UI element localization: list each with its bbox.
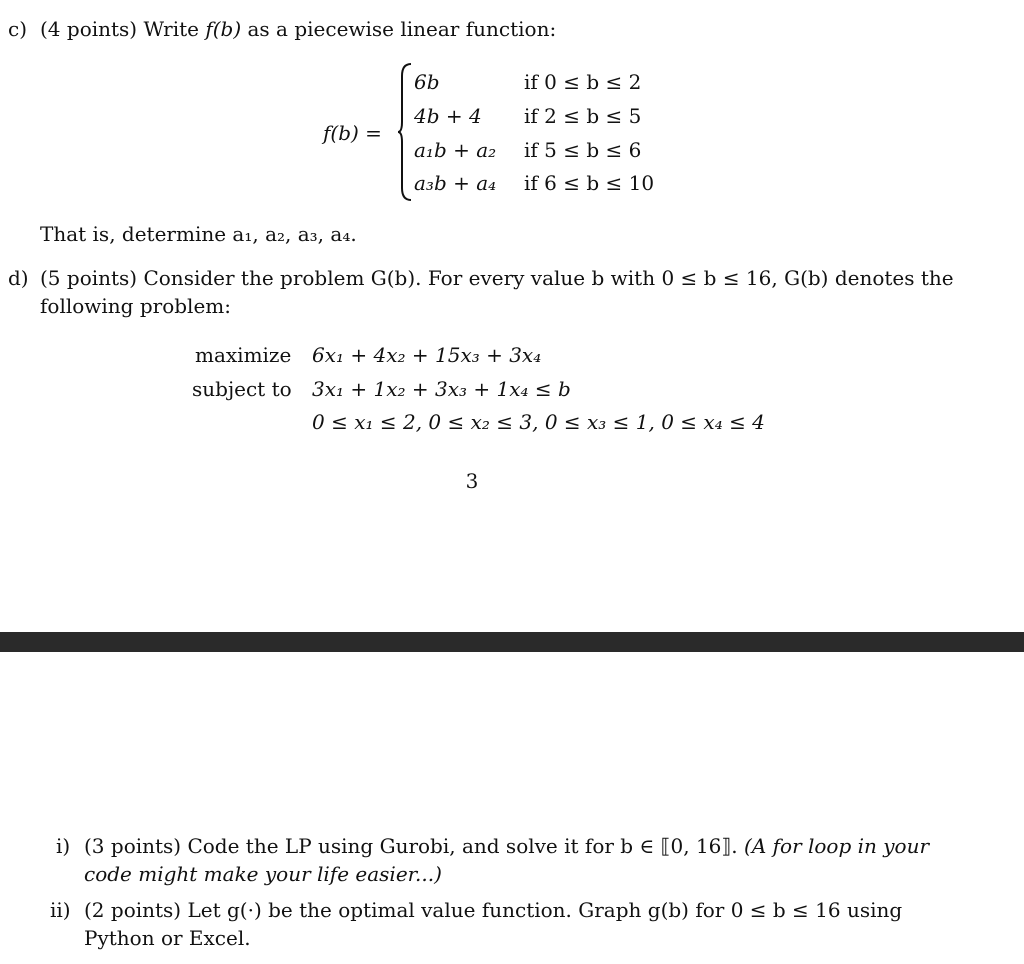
lp-maximize-label: maximize (195, 343, 292, 367)
part-c-write-text: Write (143, 17, 199, 41)
lp-constraint: 3x₁ + 1x₂ + 3x₃ + 1x₄ ≤ b (312, 377, 571, 401)
part-ii-line2: Python or Excel. (84, 926, 251, 950)
part-i-line2: code might make your life easier...) (84, 862, 442, 886)
part-d-line2: following problem: (40, 294, 231, 318)
case-expr: a₃b + a₄ (414, 171, 497, 195)
part-c-label: c) (8, 17, 28, 41)
lp-subject-label: subject to (192, 377, 292, 401)
determine-text: That is, determine a₁, a₂, a₃, a₄. (40, 222, 357, 246)
part-d-label: d) (8, 266, 29, 290)
part-i-line1 (84, 834, 929, 858)
case-cond: if 5 ≤ b ≤ 6 (524, 138, 642, 162)
case-cond: if 6 ≤ b ≤ 10 (524, 171, 655, 195)
part-c-points: (4 points) (40, 17, 138, 41)
case-expr: a₁b + a₂ (414, 138, 497, 162)
page-divider (0, 632, 1024, 652)
part-i-italic: (A for loop in your (744, 834, 930, 858)
piecewise-lhs: f(b) = (323, 121, 382, 145)
left-brace-icon (398, 62, 412, 202)
part-c-fb: f(b) (205, 17, 242, 41)
page-number: 3 (465, 469, 479, 493)
part-i-text: (3 points) Code the LP using Gurobi, and solve it for b ∈ ⟦0, 16⟧. (84, 834, 738, 858)
case-expr: 6b (414, 70, 440, 94)
part-c-heading (40, 17, 556, 41)
lp-objective: 6x₁ + 4x₂ + 15x₃ + 3x₄ (312, 343, 542, 367)
part-d-line1: (5 points) Consider the problem G(b). For every value b with 0 ≤ b ≤ 16, G(b) denotes the (40, 266, 954, 290)
part-c-rest-text: as a piecewise linear function: (247, 17, 557, 41)
part-i-label: i) (56, 834, 71, 858)
case-expr: 4b + 4 (414, 104, 482, 128)
case-cond: if 2 ≤ b ≤ 5 (524, 104, 642, 128)
part-ii-label: ii) (50, 898, 71, 922)
lp-bounds: 0 ≤ x₁ ≤ 2, 0 ≤ x₂ ≤ 3, 0 ≤ x₃ ≤ 1, 0 ≤ x₄ ≤ 4 (312, 410, 765, 434)
case-cond: if 0 ≤ b ≤ 2 (524, 70, 642, 94)
part-ii-line1: (2 points) Let g(·) be the optimal value function. Graph g(b) for 0 ≤ b ≤ 16 using (84, 898, 903, 922)
